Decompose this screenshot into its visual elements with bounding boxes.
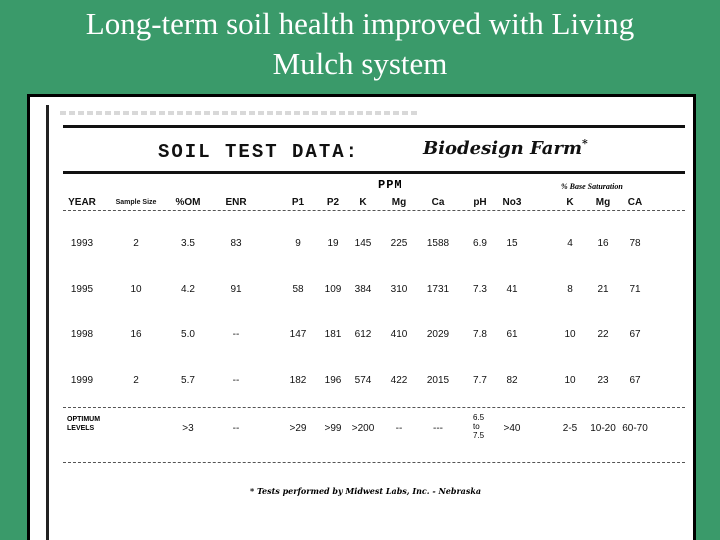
- table-cell: 71: [629, 284, 641, 295]
- lab-footnote: * Tests performed by Midwest Labs, Inc. - Nebraska: [250, 486, 482, 496]
- table-cell: 41: [506, 284, 518, 295]
- optimum-levels-label: [67, 415, 100, 433]
- table-cell: 58: [292, 284, 304, 295]
- scanned-document: [30, 97, 693, 540]
- column-header: P1: [291, 197, 305, 208]
- column-header: K: [359, 197, 367, 208]
- table-cell: 19: [327, 238, 339, 249]
- table-cell: 7.8: [473, 329, 487, 340]
- optimum-bs-ca: 60-70: [622, 423, 648, 434]
- table-cell: 7.3: [473, 284, 487, 295]
- table-cell: 1993: [70, 238, 94, 249]
- table-cell: 23: [597, 375, 609, 386]
- optimum-p1: >29: [289, 423, 307, 434]
- optimum-no3: >40: [503, 423, 521, 434]
- table-cell: 78: [629, 238, 641, 249]
- table-cell: 612: [354, 329, 372, 340]
- table-cell: 384: [354, 284, 372, 295]
- table-cell: 7.7: [473, 375, 487, 386]
- table-cell: 4: [567, 238, 573, 249]
- table-cell: 21: [597, 284, 609, 295]
- table-cell: 5.0: [181, 329, 195, 340]
- table-cell: 145: [354, 238, 372, 249]
- table-cell: 9: [295, 238, 301, 249]
- scanned-document-frame: [27, 94, 696, 540]
- table-cell: 15: [506, 238, 518, 249]
- optimum-p2: >99: [324, 423, 342, 434]
- table-cell: 410: [390, 329, 408, 340]
- slide-title-line-2: Mulch system: [272, 46, 448, 81]
- column-header: K: [566, 197, 574, 208]
- column-header: Mg: [391, 197, 407, 208]
- base-saturation-label: % Base Saturation: [561, 182, 623, 191]
- column-header: Mg: [595, 197, 611, 208]
- table-cell: 147: [289, 329, 307, 340]
- table-cell: 5.7: [181, 375, 195, 386]
- optimum-ph-line-3: 7.5: [473, 431, 485, 440]
- farm-name-text: Biodesign Farm: [423, 138, 582, 159]
- table-cell: 10: [130, 284, 142, 295]
- table-cell: 1995: [70, 284, 94, 295]
- column-header: %OM: [175, 197, 201, 208]
- optimum-mg: --: [395, 423, 403, 434]
- table-cell: 1588: [426, 238, 450, 249]
- optimum-bs-mg: 10-20: [590, 423, 616, 434]
- bottom-rule: [63, 462, 685, 463]
- optimum-ph-line-2: to: [473, 422, 480, 431]
- optimum-enr: --: [232, 423, 240, 434]
- table-cell: 83: [230, 238, 242, 249]
- optimum-label-line-2: LEVELS: [67, 425, 95, 432]
- table-cell: 61: [506, 329, 518, 340]
- optimum-rule: [63, 407, 685, 408]
- table-cell: 6.9: [473, 238, 487, 249]
- column-header: No3: [502, 197, 522, 208]
- optimum-om: >3: [182, 423, 194, 434]
- table-cell: 109: [324, 284, 342, 295]
- table-cell: 3.5: [181, 238, 195, 249]
- heading-rule: [63, 171, 685, 174]
- ppm-label: PPM: [378, 178, 403, 192]
- table-cell: 422: [390, 375, 408, 386]
- table-cell: 2029: [426, 329, 450, 340]
- table-cell: 67: [629, 329, 641, 340]
- table-cell: --: [232, 329, 240, 340]
- table-cell: 1731: [426, 284, 450, 295]
- top-rule: [63, 125, 685, 128]
- table-cell: 182: [289, 375, 307, 386]
- table-cell: --: [232, 375, 240, 386]
- table-cell: 196: [324, 375, 342, 386]
- faint-scan-artifact: [60, 111, 420, 115]
- table-cell: 2015: [426, 375, 450, 386]
- table-cell: 10: [564, 329, 576, 340]
- table-cell: 82: [506, 375, 518, 386]
- table-cell: 8: [567, 284, 573, 295]
- optimum-bs-k: 2-5: [562, 423, 578, 434]
- table-cell: 16: [130, 329, 142, 340]
- farm-asterisk: *: [582, 137, 588, 150]
- document-heading: SOIL TEST DATA:: [158, 141, 360, 163]
- header-rule: [63, 210, 685, 211]
- table-cell: 10: [564, 375, 576, 386]
- optimum-ph: [473, 413, 484, 440]
- table-cell: 181: [324, 329, 342, 340]
- optimum-ca: ---: [433, 423, 443, 434]
- slide-title: [0, 4, 720, 84]
- farm-name: [423, 137, 588, 159]
- column-header: pH: [473, 197, 487, 208]
- table-cell: 225: [390, 238, 408, 249]
- column-header: P2: [326, 197, 340, 208]
- document-left-border: [46, 105, 49, 540]
- table-cell: 4.2: [181, 284, 195, 295]
- table-cell: 1999: [70, 375, 94, 386]
- column-header: Sample Size: [115, 199, 157, 206]
- table-cell: 1998: [70, 329, 94, 340]
- table-cell: 91: [230, 284, 242, 295]
- table-cell: 574: [354, 375, 372, 386]
- column-header: ENR: [225, 197, 247, 208]
- column-header: CA: [627, 197, 643, 208]
- table-cell: 16: [597, 238, 609, 249]
- optimum-label-line-1: OPTIMUM: [67, 416, 101, 423]
- table-cell: 22: [597, 329, 609, 340]
- table-cell: 2: [133, 238, 139, 249]
- optimum-ph-line-1: 6.5: [473, 413, 485, 422]
- table-cell: 2: [133, 375, 139, 386]
- slide-title-line-1: Long-term soil health improved with Living: [85, 6, 635, 41]
- optimum-k: >200: [351, 423, 375, 434]
- column-header: YEAR: [68, 197, 96, 208]
- table-cell: 67: [629, 375, 641, 386]
- table-cell: 310: [390, 284, 408, 295]
- column-header: Ca: [431, 197, 445, 208]
